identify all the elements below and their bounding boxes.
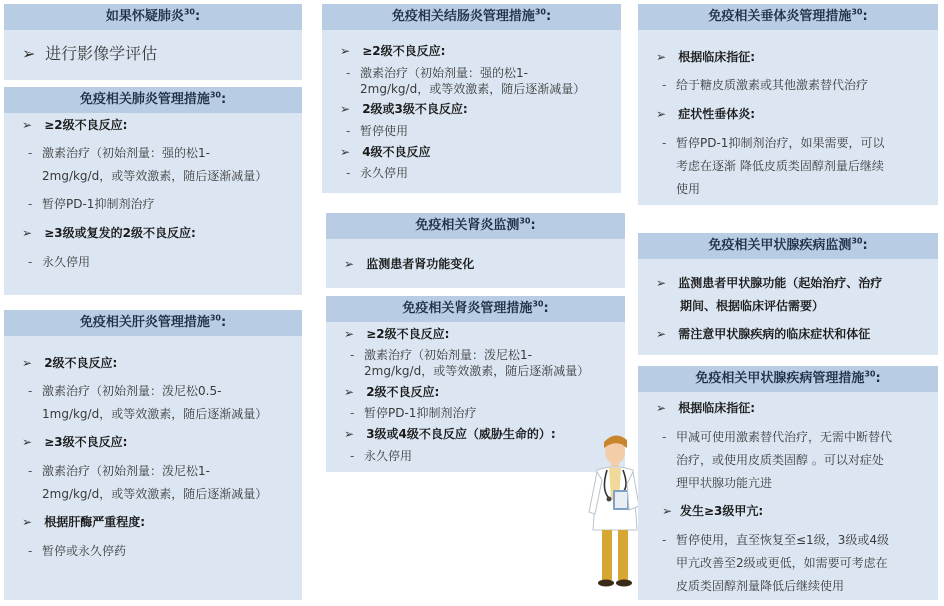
bullet-arrow-icon: ➢ <box>340 44 351 58</box>
list-item: ➢ 3级或4级不良反应（威胁生命的）: <box>344 423 556 445</box>
bullet-arrow-icon: ➢ <box>22 44 36 63</box>
panel-title: 免疫相关肾炎管理措施$^{30}$: <box>326 296 625 322</box>
list-item: - 永久停用 <box>346 166 409 180</box>
panel-title: 免疫相关肝炎管理措施$^{30}$: <box>4 310 302 336</box>
list-item: ➢ 需注意甲状腺疾病的临床症状和体征 <box>656 323 870 345</box>
list-item: - 甲减可使用激素替代治疗，无需中断替代 <box>662 430 893 444</box>
list-item: - 暂停或永久停药 <box>28 544 127 558</box>
colitis-mgmt-panel <box>322 4 621 193</box>
list-item: - 暂停PD-1抑制剂治疗 <box>28 197 155 211</box>
list-item: - 给于糖皮质激素或其他激素替代治疗 <box>662 78 869 92</box>
list-item: ➢ 进行影像学评估 <box>22 44 158 63</box>
list-item: ➢ 根据肝酶严重程度: <box>22 511 145 533</box>
bullet-arrow-icon: ➢ <box>22 515 33 529</box>
thyroid-mgmt-panel <box>638 366 938 600</box>
list-item: ➢ ≥2级不良反应: <box>340 40 445 62</box>
list-item: 1mg/kg/d，或等效激素，随后逐渐减量） <box>42 407 268 421</box>
panel-title: 免疫相关甲状腺疾病监测$^{30}$: <box>638 233 938 259</box>
list-item: ➢ 2级不良反应: <box>22 352 117 374</box>
thyroid-monitor-panel <box>638 233 938 355</box>
bullet-arrow-icon: ➢ <box>344 327 355 341</box>
list-item: 2mg/kg/d，或等效激素，随后逐渐减量） <box>42 487 268 501</box>
list-item: ➢ 症状性垂体炎: <box>656 103 755 125</box>
bullet-arrow-icon: ➢ <box>22 435 33 449</box>
list-item: ➢ ≥3级或复发的2级不良反应: <box>22 222 196 244</box>
list-item: ➢ 2级不良反应: <box>344 381 439 403</box>
bullet-arrow-icon: ➢ <box>656 107 667 121</box>
bullet-arrow-icon: ➢ <box>344 385 355 399</box>
list-item: 使用 <box>676 182 701 196</box>
panel-title: 免疫相关结肠炎管理措施$^{30}$: <box>322 4 621 30</box>
pneumonia-suspect-panel <box>4 4 302 80</box>
list-item: 期间、根据临床评估需要） <box>680 299 825 313</box>
list-item: ➢ ≥3级不良反应: <box>22 431 127 453</box>
panel-title: 免疫相关肺炎管理措施$^{30}$: <box>4 87 302 113</box>
list-item: ➢ 发生≥3级甲亢: <box>662 500 763 522</box>
list-item: ➢ ≥2级不良反应: <box>22 114 127 136</box>
panel-title: 免疫相关甲状腺疾病管理措施$^{30}$: <box>638 366 938 392</box>
list-item: - 暂停使用 <box>346 124 409 138</box>
list-item: ➢ 监测患者肾功能变化 <box>344 253 474 275</box>
list-item: ➢ 监测患者甲状腺功能（起始治疗、治疗 <box>656 272 882 294</box>
bullet-arrow-icon: ➢ <box>662 504 673 518</box>
bullet-arrow-icon: ➢ <box>340 145 351 159</box>
bullet-arrow-icon: ➢ <box>22 118 33 132</box>
list-item: 甲亢改善至2级或更低，如需要可考虑在 <box>676 556 888 570</box>
bullet-arrow-icon: ➢ <box>340 102 351 116</box>
list-item: 2mg/kg/d，或等效激素，随后逐渐减量） <box>360 82 586 96</box>
list-item: - 永久停用 <box>28 255 91 269</box>
doctor-illustration-icon <box>585 430 645 590</box>
list-item: - 激素治疗（初始剂量：泼尼松1- <box>28 464 210 478</box>
bullet-arrow-icon: ➢ <box>22 226 33 240</box>
hypophysitis-mgmt-panel <box>638 4 938 205</box>
panel-title: 免疫相关肾炎监测$^{30}$: <box>326 213 625 239</box>
list-item: - 暂停使用，直至恢复至≤1级，3级或4级 <box>662 533 889 547</box>
list-item: - 激素治疗（初始剂量：泼尼松1- <box>350 348 532 362</box>
list-item: 2mg/kg/d，或等效激素，随后逐渐减量） <box>42 169 268 183</box>
bullet-arrow-icon: ➢ <box>22 356 33 370</box>
list-item: ➢ 2级或3级不良反应: <box>340 98 468 120</box>
list-item: - 激素治疗（初始剂量：强的松1- <box>346 66 528 80</box>
nephritis-monitor-panel <box>326 213 625 288</box>
panel-title: 如果怀疑肺炎$^{30}$: <box>4 4 302 30</box>
list-item: 考虑在逐渐 降低皮质类固醇剂量后继续 <box>676 159 884 173</box>
list-item: - 暂停PD-1抑制剂治疗，如果需要，可以 <box>662 136 885 150</box>
list-item: - 激素治疗（初始剂量：泼尼松0.5- <box>28 384 222 398</box>
bullet-arrow-icon: ➢ <box>656 50 667 64</box>
bullet-arrow-icon: ➢ <box>344 427 355 441</box>
list-item: 理甲状腺功能亢进 <box>676 476 773 490</box>
bullet-arrow-icon: ➢ <box>344 257 355 271</box>
bullet-arrow-icon: ➢ <box>656 276 667 290</box>
nephritis-mgmt-panel <box>326 296 625 472</box>
list-item: - 永久停用 <box>350 449 413 463</box>
hepatitis-mgmt-panel <box>4 310 302 600</box>
list-item: 治疗，或使用皮质类固醇 。可以对症处 <box>676 453 884 467</box>
list-item: ➢ 4级不良反应 <box>340 141 431 163</box>
list-item: 2mg/kg/d，或等效激素，随后逐渐减量） <box>364 364 590 378</box>
bullet-arrow-icon: ➢ <box>656 327 667 341</box>
list-item: 皮质类固醇剂量降低后继续使用 <box>676 579 845 593</box>
list-item: ➢ 根据临床指征: <box>656 46 755 68</box>
panel-title: 免疫相关垂体炎管理措施$^{30}$: <box>638 4 938 30</box>
list-item: ➢ 根据临床指征: <box>656 397 755 419</box>
list-item: - 暂停PD-1抑制剂治疗 <box>350 406 477 420</box>
list-item: - 激素治疗（初始剂量：强的松1- <box>28 146 210 160</box>
list-item: ➢ ≥2级不良反应: <box>344 323 449 345</box>
pneumonia-mgmt-panel <box>4 87 302 295</box>
bullet-arrow-icon: ➢ <box>656 401 667 415</box>
